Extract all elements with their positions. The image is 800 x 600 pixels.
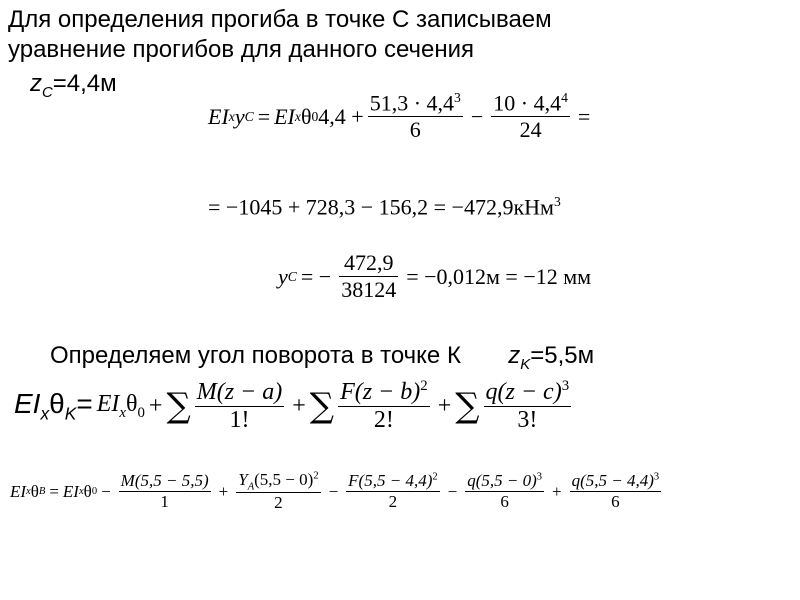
eq1-theta-sub: 0 bbox=[311, 108, 319, 124]
eq4-t1: $EI_x\theta_0$ bbox=[96, 390, 145, 421]
eq1-f2-den: 24 bbox=[519, 117, 542, 143]
eq1-fraction-1 bbox=[368, 90, 463, 143]
eq1-end-equals: = bbox=[577, 103, 591, 129]
eq5-plus-2: + bbox=[552, 481, 562, 501]
eq3-den: 38124 bbox=[341, 277, 397, 302]
eq3-y: y bbox=[278, 263, 288, 289]
eq5-f2-sup: 2 bbox=[313, 470, 319, 482]
eq4-f3-num: q(z − c) bbox=[485, 379, 562, 405]
eq5-plus-1: + bbox=[218, 481, 229, 501]
zk-var: z bbox=[508, 342, 521, 369]
eq4-fraction-2 bbox=[338, 378, 430, 434]
eq4-f1-num: M(z − a) bbox=[196, 378, 283, 405]
eq5-lhs-theta: θ bbox=[30, 481, 39, 501]
eq1-lhs-subc: C bbox=[244, 108, 254, 124]
eq1-lhs-y: y bbox=[234, 103, 245, 129]
eq3-equals: = − bbox=[300, 263, 332, 289]
eq5-lhs: EI bbox=[10, 481, 27, 501]
eq1-minus: − bbox=[470, 103, 484, 129]
eq4-f2-sup: 2 bbox=[420, 378, 428, 394]
heading-line-2: уравнение прогибов для данного сечения bbox=[8, 36, 474, 63]
zc-value bbox=[30, 70, 117, 101]
eq5-minus-1: − bbox=[101, 481, 111, 501]
eq5-f2-num: Y bbox=[238, 470, 248, 489]
eq5-f3-num: F(5,5 − 4,4) bbox=[348, 471, 433, 491]
eq1-f1-den: 6 bbox=[409, 117, 421, 143]
equation-numeric-result bbox=[208, 194, 561, 220]
eq5-f5-num: q(5,5 − 4,4) bbox=[571, 471, 654, 491]
equation-yc bbox=[278, 250, 595, 303]
eq5-f4-sup: 3 bbox=[536, 471, 543, 483]
eq4-fraction-1 bbox=[195, 379, 285, 434]
eq1-fraction-2 bbox=[491, 90, 570, 143]
eq3-num: 472,9 bbox=[343, 250, 394, 275]
eq1-f1-num: 51,3 · 4,4 bbox=[369, 90, 455, 116]
eq4-f3-sup: 3 bbox=[561, 378, 570, 394]
eq5-f3-sup: 2 bbox=[432, 471, 438, 483]
eq5-lhs-b: B bbox=[38, 486, 46, 498]
sigma-icon: ∑ bbox=[455, 386, 480, 426]
sigma-icon: ∑ bbox=[309, 386, 335, 426]
eq5-lhs-x: x bbox=[26, 486, 31, 498]
eq4-f1-den: 1! bbox=[229, 406, 250, 433]
eq5-fraction-4 bbox=[465, 471, 544, 512]
eq5-fraction-1 bbox=[119, 471, 211, 512]
eq5-f1-den: 1 bbox=[160, 492, 169, 512]
eq1-lhs-sub: x bbox=[228, 108, 235, 124]
sigma-icon: ∑ bbox=[166, 386, 191, 426]
eq1-equals: = bbox=[257, 103, 271, 129]
eq4-f2-den: 2! bbox=[373, 407, 394, 433]
eq4-plus-1: + bbox=[148, 392, 163, 419]
eq5-f5-den: 6 bbox=[611, 492, 620, 512]
angle-text: Определяем угол поворота в точке К bbox=[50, 342, 461, 369]
eq5-f2-sub: A bbox=[247, 481, 255, 493]
eq1-t1-rest: 4,4 + bbox=[318, 103, 364, 129]
eq2-text: = −1045 + 728,3 − 156,2 = −472,9кНм bbox=[208, 194, 554, 220]
equation-rotation-substituted bbox=[10, 470, 665, 513]
zc-var: z bbox=[30, 70, 42, 97]
eq3-sub: C bbox=[287, 268, 297, 284]
eq5-t1-x: x bbox=[78, 486, 84, 498]
eq4-lhs: $EI_x\theta_K=$ bbox=[14, 387, 93, 424]
eq5-minus-3: − bbox=[447, 481, 458, 501]
eq1-f2-sup: 4 bbox=[561, 90, 568, 105]
eq1-f1-sup: 3 bbox=[454, 90, 461, 105]
eq5-f3-den: 2 bbox=[388, 492, 398, 512]
eq1-t1: EI bbox=[274, 103, 295, 129]
zc-number: =4,4м bbox=[52, 70, 117, 97]
eq4-f3-den: 3! bbox=[517, 407, 538, 433]
eq5-f1-num: M(5,5 − 5,5) bbox=[120, 471, 209, 491]
zk-sub: K bbox=[520, 356, 531, 373]
eq3-fraction bbox=[339, 250, 398, 303]
eq5-f4-num: q(5,5 − 0) bbox=[467, 471, 537, 491]
zk-value: =5,5м bbox=[530, 342, 595, 369]
eq4-plus-3: + bbox=[437, 392, 452, 419]
eq3-rest: = −0,012м = −12 мм bbox=[406, 263, 592, 289]
equation-deflection-c bbox=[208, 90, 594, 143]
eq4-plus-2: + bbox=[292, 392, 306, 419]
eq2-sup: 3 bbox=[553, 194, 561, 209]
eq5-f2-den: 2 bbox=[274, 493, 283, 513]
eq5-t1-0: 0 bbox=[91, 486, 98, 498]
heading-line-1: Для определения прогиба в точке С записываем bbox=[8, 6, 552, 33]
equation-rotation-general bbox=[14, 378, 575, 434]
eq5-fraction-5 bbox=[570, 471, 662, 512]
eq4-f2-num: F(z − b) bbox=[340, 379, 421, 405]
angle-heading bbox=[50, 342, 594, 373]
eq5-equals: = bbox=[49, 481, 59, 501]
eq1-f2-num: 10 · 4,4 bbox=[493, 90, 562, 116]
eq5-f2-rest: (5,5 − 0) bbox=[254, 470, 314, 489]
eq5-t1-theta: θ bbox=[83, 481, 92, 501]
eq5-f5-sup: 3 bbox=[653, 471, 660, 483]
eq5-t1: EI bbox=[62, 481, 79, 501]
eq5-minus-2: − bbox=[328, 481, 339, 501]
eq1-t1-sub: x bbox=[294, 108, 301, 124]
eq1-theta: θ bbox=[300, 103, 312, 129]
eq1-lhs: EI bbox=[208, 103, 229, 129]
eq5-fraction-3 bbox=[346, 471, 439, 512]
eq5-f4-den: 6 bbox=[500, 492, 509, 512]
zc-sub: C bbox=[42, 84, 53, 101]
eq4-fraction-3 bbox=[484, 378, 572, 434]
eq5-fraction-2 bbox=[236, 470, 320, 513]
